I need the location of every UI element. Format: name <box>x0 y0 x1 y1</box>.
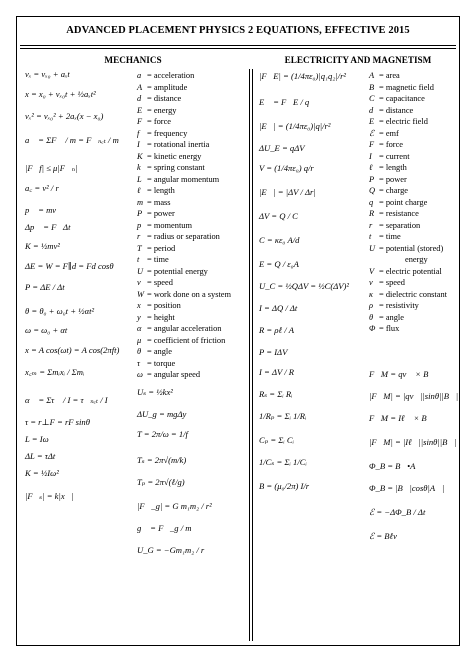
variable-description: = kinetic energy <box>147 151 202 161</box>
variable-description: = distance <box>147 94 182 103</box>
variable-description: = angle <box>379 312 404 322</box>
variable-definition <box>369 301 419 311</box>
variable-definition <box>369 71 400 81</box>
variable-symbol: y <box>137 312 141 322</box>
variable-description: = speed <box>379 278 405 287</box>
equation: |F⃗_g| = G m₁m₂ / r² <box>137 501 212 511</box>
variable-definition <box>369 94 425 104</box>
equation: Rₛ = Σᵢ Rᵢ <box>259 389 293 399</box>
variable-symbol: ℓ <box>369 163 373 172</box>
variable-symbol: q <box>369 197 374 207</box>
variable-symbol: t <box>137 255 140 264</box>
column-divider-right <box>252 69 253 641</box>
variable-description: = potential energy <box>147 266 208 276</box>
variable-definition <box>137 106 176 116</box>
equation: C = κε₀ A/d <box>259 235 300 245</box>
variable-symbol: W <box>137 289 144 299</box>
variable-definition <box>137 244 175 254</box>
equation: α⃗ = Στ⃗ / I = τ⃗ₙₑₜ / I <box>25 395 108 405</box>
equation: ℰ = Bℓv <box>369 531 397 541</box>
variable-symbol: τ <box>137 358 140 368</box>
variable-symbol: Φ <box>369 324 376 333</box>
variable-description: = electric field <box>379 117 428 126</box>
variable-definition <box>137 313 175 323</box>
variable-symbol: F <box>137 117 143 126</box>
equation: Φ_B = B⃗•A⃗ <box>369 461 423 471</box>
equation: ΔU_E = qΔV <box>259 143 305 153</box>
variable-definition <box>369 117 428 127</box>
equation: τ = r⊥F = rF sinθ <box>25 417 90 427</box>
equation: Uₛ = ½kx² <box>137 387 173 397</box>
variable-definition <box>369 163 407 173</box>
variable-definition <box>137 278 173 288</box>
variable-symbol: μ <box>137 335 142 345</box>
equation: |F⃗f| ≤ μ|F⃗ₙ| <box>25 163 78 173</box>
variable-symbol: B <box>369 82 375 92</box>
variable-definition <box>137 175 219 185</box>
variable-definition <box>369 106 413 116</box>
variable-definition <box>369 324 399 334</box>
variable-description: = time <box>379 232 401 241</box>
variable-symbol: r <box>369 220 373 230</box>
equation: x = A cos(ωt) = A cos(2πft) <box>25 345 120 355</box>
variable-description: energy <box>405 255 428 264</box>
variable-symbol: R <box>369 209 375 218</box>
variable-definition <box>369 198 427 208</box>
variable-definition <box>137 324 221 334</box>
equation: U_G = −Gm₁m₂ / r <box>137 545 205 555</box>
variable-description: = angular acceleration <box>147 324 222 333</box>
variable-definition <box>137 267 208 277</box>
equation: ΔU_g = mgΔy <box>137 409 187 419</box>
title-rule-bottom <box>20 48 456 49</box>
variable-description: = position <box>147 301 181 310</box>
variable-description: = force <box>379 140 404 149</box>
variable-description: = flux <box>379 324 400 333</box>
variable-symbol: Q <box>369 186 376 195</box>
variable-symbol: k <box>137 163 141 172</box>
variable-symbol: ℰ <box>369 128 375 138</box>
variable-symbol: U <box>369 243 376 253</box>
equation: E = Q / ε₀A <box>259 259 299 269</box>
equation: |F⃗E| = (1/4πε₀)|q₁q₂|/r² <box>259 71 346 81</box>
variable-description: = coefficient of friction <box>147 335 226 345</box>
variable-definition <box>369 232 401 242</box>
variable-symbol: P <box>369 174 375 184</box>
equation: ΔL = τΔt <box>25 451 56 461</box>
variable-definition <box>137 232 220 242</box>
variable-description: = electric potential <box>379 266 442 276</box>
variable-description: = power <box>147 209 175 218</box>
variable-definition <box>369 209 419 219</box>
equation: Cₚ = Σᵢ Cᵢ <box>259 435 294 445</box>
equation: P = IΔV <box>259 347 288 357</box>
variable-definition <box>137 83 187 93</box>
variable-symbol: A <box>137 82 143 92</box>
variable-definition <box>369 83 434 93</box>
variable-definition <box>137 71 194 81</box>
mechanics-heading: MECHANICS <box>104 55 162 65</box>
variable-description: = point charge <box>379 197 428 207</box>
variable-definition <box>137 117 171 127</box>
variable-definition <box>369 221 420 231</box>
equation: B = (μ₀/2π) I/r <box>259 481 310 491</box>
equation: Tₚ = 2π√(ℓ/g) <box>137 477 185 487</box>
variable-description: = area <box>379 71 400 80</box>
variable-definition <box>369 244 443 254</box>
variable-definition <box>369 313 404 323</box>
variable-definition <box>137 209 175 219</box>
variable-description: = acceleration <box>147 71 195 80</box>
variable-definition <box>137 370 200 380</box>
equation: F⃗M = qv⃗ × B⃗ <box>369 369 436 379</box>
variable-symbol: d <box>137 94 142 103</box>
variable-description: = emf <box>379 128 399 138</box>
variable-symbol: v <box>137 278 141 287</box>
variable-description: = period <box>147 243 176 253</box>
sheet-title: ADVANCED PLACEMENT PHYSICS 2 EQUATIONS, EFFECTIVE 2015 <box>66 25 410 36</box>
variable-symbol: C <box>369 94 375 103</box>
equation: P = ΔE / Δt <box>25 282 65 292</box>
equation-sheet <box>16 16 460 646</box>
variable-definition <box>137 255 169 265</box>
equation: I = ΔQ / Δt <box>259 303 298 313</box>
variable-description: = height <box>147 312 175 322</box>
variable-symbol: t <box>369 232 372 241</box>
variable-symbol: θ <box>369 312 374 322</box>
equation: x = x₀ + vₓ₀t + ½aₓt² <box>25 89 96 99</box>
variable-description: = spring constant <box>147 163 205 172</box>
variable-description: = angle <box>147 347 172 356</box>
variable-symbol: r <box>137 232 141 241</box>
variable-description: = mass <box>147 197 171 207</box>
equation: a⃗ = ΣF⃗ / m = F⃗ₙₑₜ / m <box>25 135 119 145</box>
variable-definition <box>369 255 428 265</box>
variable-symbol: T <box>137 243 142 253</box>
variable-description: = force <box>147 117 172 126</box>
variable-description: = charge <box>379 186 408 195</box>
variable-definition <box>137 290 231 300</box>
variable-symbol: a <box>137 71 142 80</box>
variable-description: = work done on a system <box>147 289 232 299</box>
variable-definition <box>137 198 171 208</box>
title-rule-top <box>20 45 456 46</box>
variable-symbol: E <box>369 117 375 126</box>
equation: Tₛ = 2π√(m/k) <box>137 455 187 465</box>
variable-description: = amplitude <box>147 82 188 92</box>
variable-description: = dielectric constant <box>379 289 447 299</box>
variable-symbol: m <box>137 197 144 207</box>
equation: R = ρℓ / A <box>259 325 294 335</box>
equation: F⃗M = Iℓ⃗ × B⃗ <box>369 413 434 423</box>
variable-symbol: f <box>137 128 140 138</box>
equation: ΔV = Q / C <box>259 211 298 221</box>
variable-description: = rotational inertia <box>147 140 210 149</box>
equation: p⃗ = mv⃗ <box>25 205 63 215</box>
variable-definition <box>137 152 201 162</box>
variable-description: = length <box>379 163 407 172</box>
variable-description: = potential (stored) <box>379 243 444 253</box>
variable-symbol: U <box>137 266 144 276</box>
variable-description: = power <box>379 174 407 184</box>
variable-definition <box>137 129 187 139</box>
variable-symbol: α <box>137 324 142 333</box>
variable-description: = capacitance <box>379 94 425 103</box>
variable-description: = frequency <box>147 128 188 138</box>
variable-description: = resistance <box>379 209 419 218</box>
equation: g⃗ = F⃗_g / m <box>137 523 192 533</box>
variable-symbol: K <box>137 151 143 161</box>
equation: L = Iω <box>25 434 49 444</box>
equation: |F⃗ₛ| = k|x⃗| <box>25 491 74 501</box>
equation: E⃗ = F⃗E / q <box>259 97 310 107</box>
variable-symbol: p <box>137 220 142 230</box>
variable-symbol: A <box>369 71 375 80</box>
variable-symbol: I <box>369 151 372 161</box>
variable-symbol: E <box>137 105 143 115</box>
equation: K = ½mv² <box>25 241 60 251</box>
variable-definition <box>137 94 181 104</box>
variable-definition <box>137 301 181 311</box>
variable-description: = torque <box>147 358 176 368</box>
equation: U_C = ½QΔV = ½C(ΔV)² <box>259 281 349 291</box>
equation: T = 2π/ω = 1/f <box>137 429 188 439</box>
variable-definition <box>369 290 447 300</box>
equation: Φ_B = |B⃗|cosθ|A⃗| <box>369 483 445 493</box>
equation: V = (1/4πε₀) q/r <box>259 163 314 173</box>
variable-description: = speed <box>147 278 173 287</box>
variable-description: = length <box>147 186 175 195</box>
equation: 1/Cₛ = Σᵢ 1/Cᵢ <box>259 457 307 467</box>
equation: I = ΔV / R <box>259 367 295 377</box>
variable-symbol: v <box>369 278 373 287</box>
variable-description: = distance <box>379 105 414 115</box>
variable-symbol: V <box>369 266 375 276</box>
variable-symbol: P <box>137 209 143 218</box>
variable-definition <box>369 267 442 277</box>
equation: 1/Rₚ = Σᵢ 1/Rᵢ <box>259 411 307 421</box>
variable-definition <box>369 129 399 139</box>
variable-description: = resistivity <box>379 301 419 310</box>
variable-definition <box>137 163 205 173</box>
variable-description: = magnetic field <box>379 82 434 92</box>
variable-definition <box>369 175 407 185</box>
equation: |E⃗| = |ΔV / Δr| <box>259 187 316 197</box>
equation: ω = ω₀ + αt <box>25 325 68 335</box>
equation: Δp⃗ = F⃗Δt <box>25 222 71 232</box>
variable-symbol: d <box>369 105 374 115</box>
column-divider-left <box>249 69 250 641</box>
variable-description: = angular speed <box>147 370 201 379</box>
equation: x꜀ₘ = Σmᵢxᵢ / Σmᵢ <box>25 367 85 377</box>
variable-symbol: L <box>137 174 142 184</box>
variable-description: = angular momentum <box>147 174 220 184</box>
variable-symbol: ω <box>137 370 143 379</box>
variable-definition <box>137 140 209 150</box>
variable-definition <box>369 278 405 288</box>
variable-description: = separation <box>379 220 421 230</box>
equation: ℰ = −ΔΦ_B / Δt <box>369 507 426 517</box>
variable-description: = current <box>379 151 410 161</box>
variable-symbol: θ <box>137 347 142 356</box>
variable-description: = energy <box>147 105 177 115</box>
variable-definition <box>137 221 192 231</box>
variable-symbol: F <box>369 140 375 149</box>
variable-definition <box>369 140 403 150</box>
variable-description: = momentum <box>147 220 192 230</box>
variable-definition <box>369 152 410 162</box>
em-heading: ELECTRICITY AND MAGNETISM <box>284 55 432 65</box>
variable-symbol: x <box>137 301 141 310</box>
variable-definition <box>137 359 175 369</box>
variable-symbol: ρ <box>369 301 374 310</box>
equation: vₓ² = vₓ₀² + 2aₓ(x − x₀) <box>25 111 104 121</box>
variable-symbol: ℓ <box>137 186 141 195</box>
variable-description: = time <box>147 255 169 264</box>
equation: K = ½Iω² <box>25 468 59 478</box>
equation: vₓ = vₓ₀ + aₓt <box>25 69 70 79</box>
variable-description: = radius or separation <box>147 232 220 241</box>
equation: ΔE = W = F∥d = Fd cosθ <box>25 261 114 271</box>
variable-definition <box>137 336 225 346</box>
equation: θ = θ₀ + ω₀t + ½αt² <box>25 306 95 316</box>
equation: |E⃗| = (1/4πε₀)|q|/r² <box>259 121 331 131</box>
variable-definition <box>137 347 172 357</box>
variable-symbol: κ <box>369 289 374 299</box>
variable-symbol: I <box>137 140 140 149</box>
equation: |F⃗M| = |Iℓ⃗||sinθ||B⃗| <box>369 437 457 447</box>
variable-definition <box>369 186 408 196</box>
variable-definition <box>137 186 175 196</box>
equation: a꜀ = v² / r <box>25 183 59 193</box>
equation: |F⃗M| = |qv⃗||sinθ||B⃗| <box>369 391 459 401</box>
